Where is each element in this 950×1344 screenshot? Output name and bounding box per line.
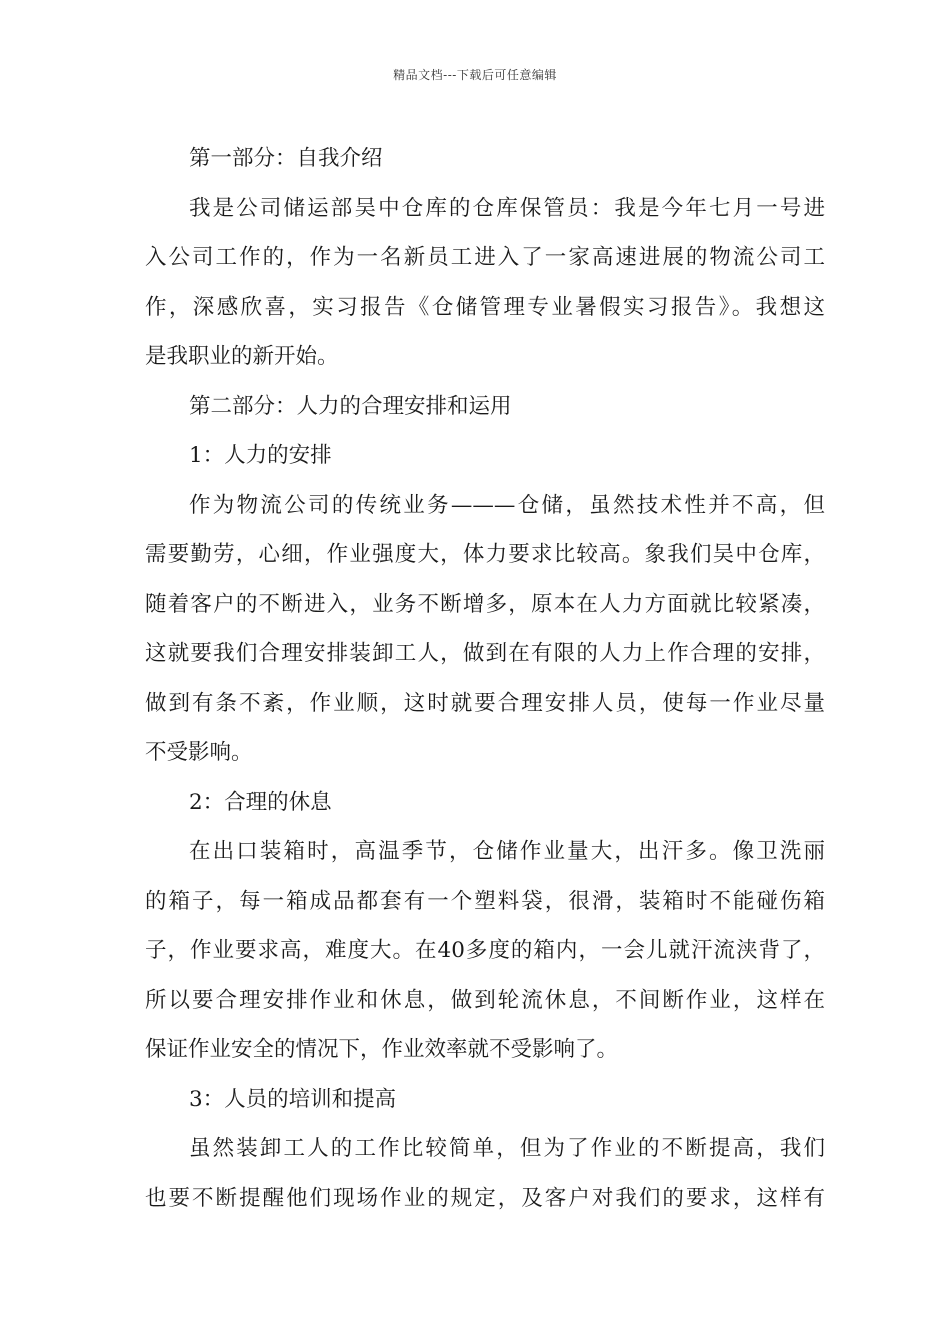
paragraph-line: 随着客户的不断进入，业务不断增多，原本在人力方面就比较紧凑， (145, 591, 825, 617)
section-heading: 第一部分：自我介绍 (189, 146, 383, 171)
paragraph-line: 所以要合理安排作业和休息，做到轮流休息，不间断作业，这样在 (145, 987, 825, 1013)
paragraph-line: 不受影响。 (145, 740, 253, 765)
paragraph-line: 做到有条不紊，作业顺，这时就要合理安排人员，使每一作业尽量 (145, 690, 825, 716)
paragraph-line: 这就要我们合理安排装卸工人，做到在有限的人力上作合理的安排， (145, 641, 825, 666)
paragraph-line: 作为物流公司的传统业务———仓储，虽然技术性并不高，但 (189, 492, 825, 518)
page-header: 精品文档---下载后可任意编辑 (393, 68, 557, 82)
paragraph-line: 我是公司储运部吴中仓库的仓库保管员：我是今年七月一号进 (189, 195, 825, 221)
paragraph-line: 是我职业的新开始。 (145, 344, 339, 369)
paragraph-line: 入公司工作的，作为一名新员工进入了一家高速进展的物流公司工 (145, 245, 825, 270)
paragraph-line: 也要不断提醒他们现场作业的规定，及客户对我们的要求，这样有 (145, 1185, 825, 1211)
subsection-heading: 2：合理的休息 (189, 789, 332, 815)
section-heading: 第二部分：人力的合理安排和运用 (189, 393, 512, 419)
document-body (145, 134, 825, 1223)
paragraph-line: 保证作业安全的情况下，作业效率就不受影响了。 (145, 1037, 619, 1062)
paragraph-line: 虽然装卸工人的工作比较简单，但为了作业的不断提高，我们 (189, 1136, 825, 1161)
subsection-heading: 3：人员的培训和提高 (189, 1086, 397, 1112)
paragraph-line: 需要勤劳，心细，作业强度大，体力要求比较高。象我们吴中仓库， (145, 542, 825, 567)
paragraph-line: 子，作业要求高，难度大。在40多度的箱内，一会儿就汗流浃背了， (145, 938, 825, 963)
paragraph-line: 在出口装箱时，高温季节，仓储作业量大，出汗多。像卫洗丽 (189, 839, 825, 864)
paragraph-line: 的箱子，每一箱成品都套有一个塑料袋，很滑，装箱时不能碰伤箱 (145, 888, 825, 914)
paragraph-line: 作，深感欣喜，实习报告《仓储管理专业暑假实习报告》。我想这 (145, 294, 825, 320)
subsection-heading: 1：人力的安排 (189, 443, 332, 468)
